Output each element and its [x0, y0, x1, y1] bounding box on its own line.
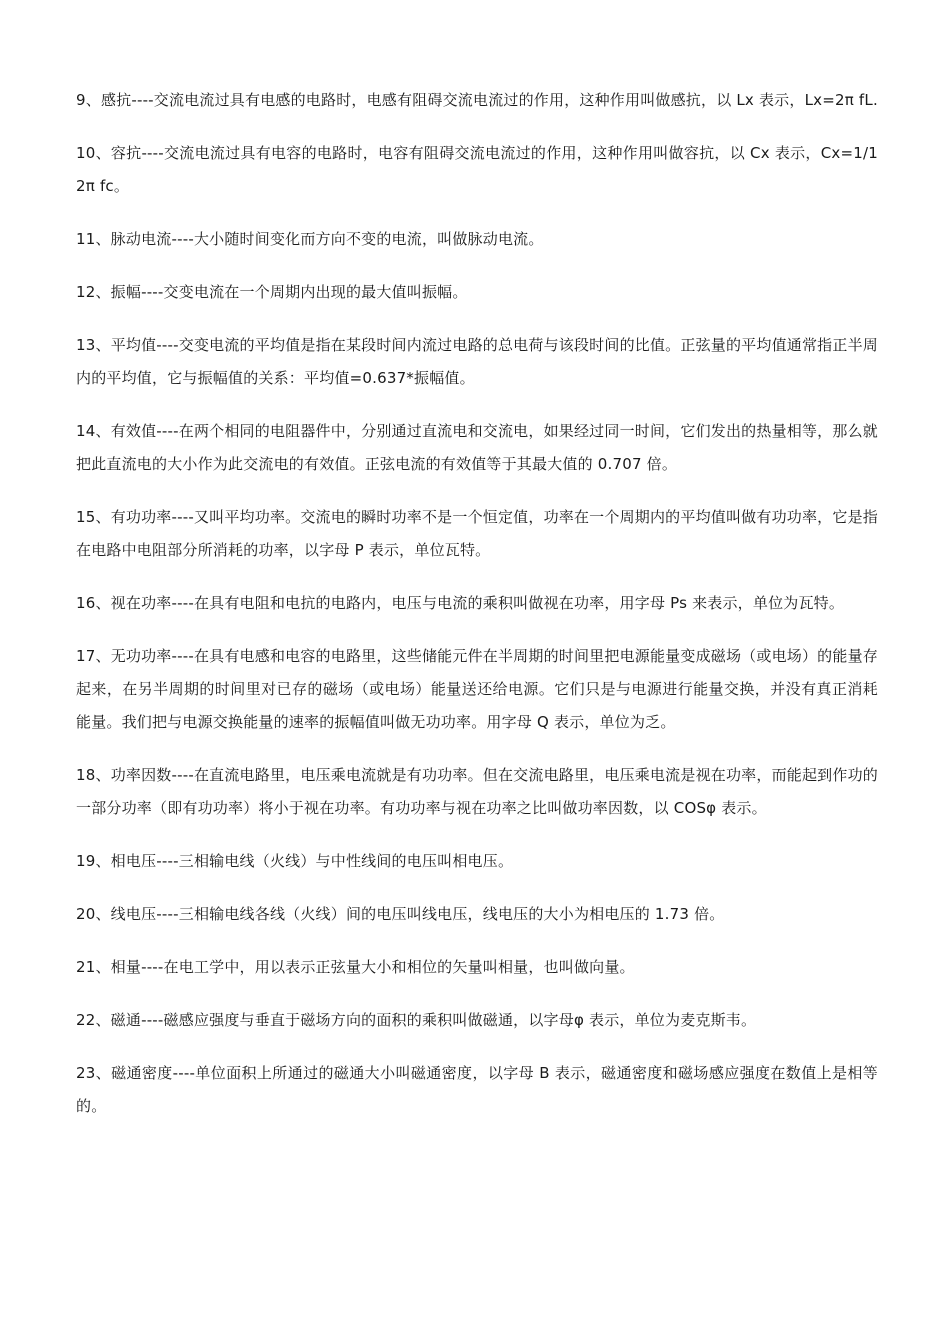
definition-paragraph-11: 11、脉动电流----大小随时间变化而方向不变的电流，叫做脉动电流。: [76, 230, 544, 248]
definition-paragraph-16: 16、视在功率----在具有电阻和电抗的电路内，电压与电流的乘积叫做视在功率，用字母 Ps 来表示，单位为瓦特。: [76, 594, 845, 612]
definition-paragraph-14: 14、有效值----在两个相同的电阻器件中，分别通过直流电和交流电，如果经过同一时间，它们发出的热量相等，那么就把此直流电的大小作为此交流电的有效值。正弦电流的有效值等于其最大值的 0.707 倍。: [76, 422, 878, 473]
definition-paragraph-12: 12、振幅----交变电流在一个周期内出现的最大值叫振幅。: [76, 283, 468, 301]
definition-paragraph-13: 13、平均值----交变电流的平均值是指在某段时间内流过电路的总电荷与该段时间的比值。正弦量的平均值通常指正半周内的平均值，它与振幅值的关系：平均值=0.637*振幅值。: [76, 336, 878, 387]
definition-paragraph-19: 19、相电压----三相输电线（火线）与中性线间的电压叫相电压。: [76, 852, 514, 870]
definition-paragraph-21: 21、相量----在电工学中，用以表示正弦量大小和相位的矢量叫相量，也叫做向量。: [76, 958, 635, 976]
definition-paragraph-20: 20、线电压----三相输电线各线（火线）间的电压叫线电压，线电压的大小为相电压的 1.73 倍。: [76, 905, 725, 923]
definition-paragraph-15: 15、有功功率----又叫平均功率。交流电的瞬时功率不是一个恒定值，功率在一个周期内的平均值叫做有功功率，它是指在电路中电阻部分所消耗的功率，以字母 P 表示，单位瓦特。: [76, 508, 878, 559]
definition-paragraph-18: 18、功率因数----在直流电路里，电压乘电流就是有功功率。但在交流电路里，电压乘电流是视在功率，而能起到作功的一部分功率（即有功功率）将小于视在功率。有功功率与视在功率之比叫做功率因数，以 COSφ 表示。: [76, 766, 878, 817]
definition-paragraph-23: 23、磁通密度----单位面积上所通过的磁通大小叫磁通密度，以字母 B 表示，磁通密度和磁场感应强度在数值上是相等的。: [76, 1064, 878, 1115]
definition-paragraph-9: 9、感抗----交流电流过具有电感的电路时，电感有阻碍交流电流过的作用，这种作用叫做感抗，以 Lx 表示，Lx=2π fL.: [76, 91, 878, 109]
definition-paragraph-10: 10、容抗----交流电流过具有电容的电路时，电容有阻碍交流电流过的作用，这种作用叫做容抗，以 Cx 表示，Cx=1/12π fc。: [76, 144, 878, 195]
definition-paragraph-22: 22、磁通----磁感应强度与垂直于磁场方向的面积的乘积叫做磁通，以字母φ 表示，单位为麦克斯韦。: [76, 1011, 757, 1029]
definition-paragraph-17: 17、无功功率----在具有电感和电容的电路里，这些储能元件在半周期的时间里把电源能量变成磁场（或电场）的能量存起来，在另半周期的时间里对已存的磁场（或电场）能量送还给电源。它们只是与电源进行能量交换，并没有真正消耗能量。我们把与电源交换能量的速率的振幅值叫做无功功率。用字母 Q 表示，单位为乏。: [76, 647, 878, 731]
